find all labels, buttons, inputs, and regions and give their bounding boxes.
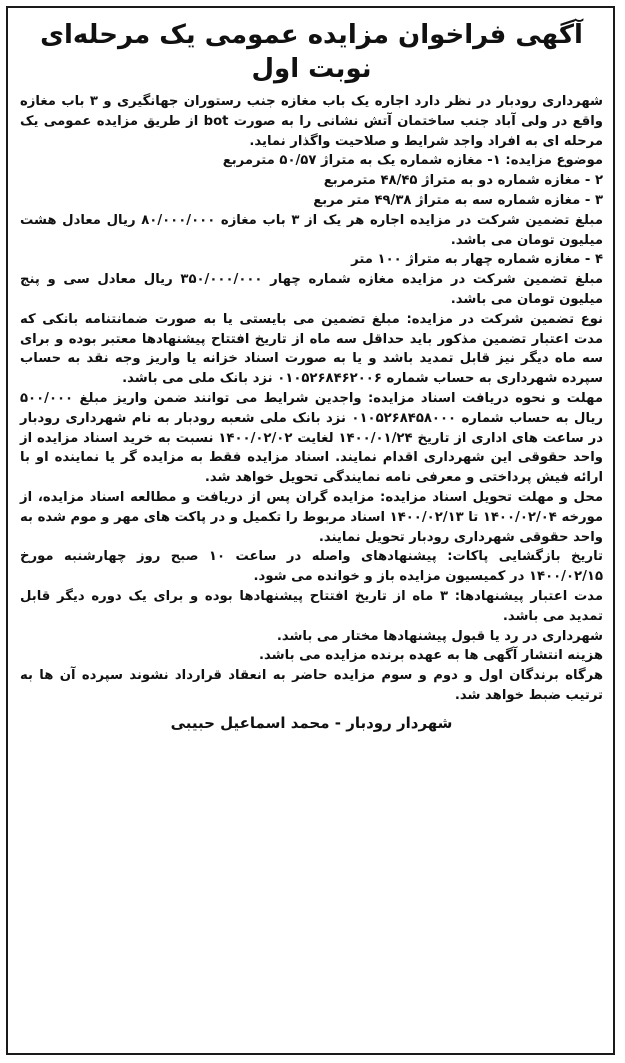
- envelope-opening: تاریخ بازگشایی پاکات: پیشنهادهای واصله در ساعت ۱۰ صبح روز چهارشنبه مورخ ۱۴۰۰/۰۲/۱۵ در کمیسیون مزایده باز و خوانده می شود.: [20, 549, 603, 585]
- subject-shop-2: ۲ - مغازه شماره دو به متراژ ۴۸/۴۵ مترمربع: [323, 173, 603, 189]
- notice-title: [20, 18, 603, 86]
- subject-shop-1: موضوع مزایده: ۱- مغازه شماره یک به متراژ ۵۰/۵۷ مترمربع: [222, 153, 603, 169]
- subject-shop-3: ۳ - مغازه شماره سه به متراژ ۴۹/۳۸ متر مربع: [313, 192, 603, 208]
- guarantee-shops-1-3: مبلغ تضمین شرکت در مزایده اجاره هر یک از ۳ باب مغازه ۸۰/۰۰۰/۰۰۰ ریال معادل هشت میلیون تومان می باشد.: [20, 212, 603, 248]
- guarantee-type: نوع تضمین شرکت در مزایده: مبلغ تضمین می بایستی یا به صورت ضمانتنامه بانکی که مدت اعتبار تضمین مذکور باید حداقل سه ماه از تاریخ افتتاح پیشنهادها معتبر بوده و برای سه ماه دیگر نیز قابل تمدید باشد و یا به صورت اسناد خزانه یا واریز وجه نقد به حساب سپرده شهرداری به حساب شماره ۰۱۰۵۲۶۸۴۶۲۰۰۶ نزد بانک ملی می باشد.: [20, 311, 603, 387]
- document-delivery: محل و مهلت تحویل اسناد مزایده: مزایده گران پس از دریافت و مطالعه اسناد مزایده، از مورخه ۱۴۰۰/۰۲/۰۴ تا ۱۴۰۰/۰۲/۱۳ اسناد مربوط را تکمیل و در پاکت های مهر و موم شده به واحد حقوقی شهرداری رودبار تحویل نمایند.: [20, 489, 604, 545]
- intro-paragraph: شهرداری رودبار در نظر دارد اجاره یک باب مغازه جنب رستوران جهانگیری و ۳ باب مغازه واقع در ولی آباد جنب ساختمان آتش نشانی را به صورت bot از طریق مزایده عمومی یک مرحله ای به افراد واجد شرایط و صلاحیت واگذار نماید.: [20, 94, 603, 149]
- subject-shop-4: ۴ - مغازه شماره چهار به متراژ ۱۰۰ متر: [351, 252, 603, 268]
- notice-frame: [6, 6, 615, 1055]
- notice-title-line1: آگهی فراخوان مزایده عمومی یک مرحله‌ای: [40, 20, 583, 50]
- notice-body: [20, 92, 603, 706]
- signature: شهردار رودبار - محمد اسماعیل حبیبی: [170, 713, 453, 732]
- notice-title-line2: نوبت اول: [251, 54, 372, 84]
- guarantee-shop-4: مبلغ تضمین شرکت در مزایده مغازه شماره چهار ۳۵۰/۰۰۰/۰۰۰ ریال معادل سی و پنج میلیون تومان می باشد.: [20, 272, 603, 307]
- document-receipt: مهلت و نحوه دریافت اسناد مزایده: واجدین شرایط می توانند ضمن واریز مبلغ ۵۰۰/۰۰۰ ریال به حساب شماره ۰۱۰۵۲۶۸۴۵۸۰۰۰ نزد بانک ملی شعبه رودبار به نام شهرداری رودبار در ساعت های اداری از تاریخ ۱۴۰۰/۰۱/۲۴ لغایت ۱۴۰۰/۰۲/۰۲ نسبت به خرید اسناد مزایده از واحد حقوقی این شهرداری اقدام نمایند. اسناد مزایده فقط به مزایده گر یا نماینده او با ارائه فیش پرداختی و معرفی نامه نمایندگی تحویل خواهد شد.: [20, 390, 603, 486]
- publication-cost: هزینه انتشار آگهی ها به عهده برنده مزایده می باشد.: [259, 648, 603, 664]
- offer-validity: مدت اعتبار پیشنهادها: ۳ ماه از تاریخ افتتاح پیشنهادها بوده و برای یک دوره دیگر قابل تمدید می باشد.: [20, 588, 603, 624]
- acceptance-rights: شهرداری در رد یا قبول پیشنهادها مختار می باشد.: [276, 628, 603, 644]
- deposit-forfeit: هرگاه برندگان اول و دوم و سوم مزایده حاضر به انعقاد قرارداد نشوند سپرده آن ها به ترتیب ضبط خواهد شد.: [20, 668, 603, 703]
